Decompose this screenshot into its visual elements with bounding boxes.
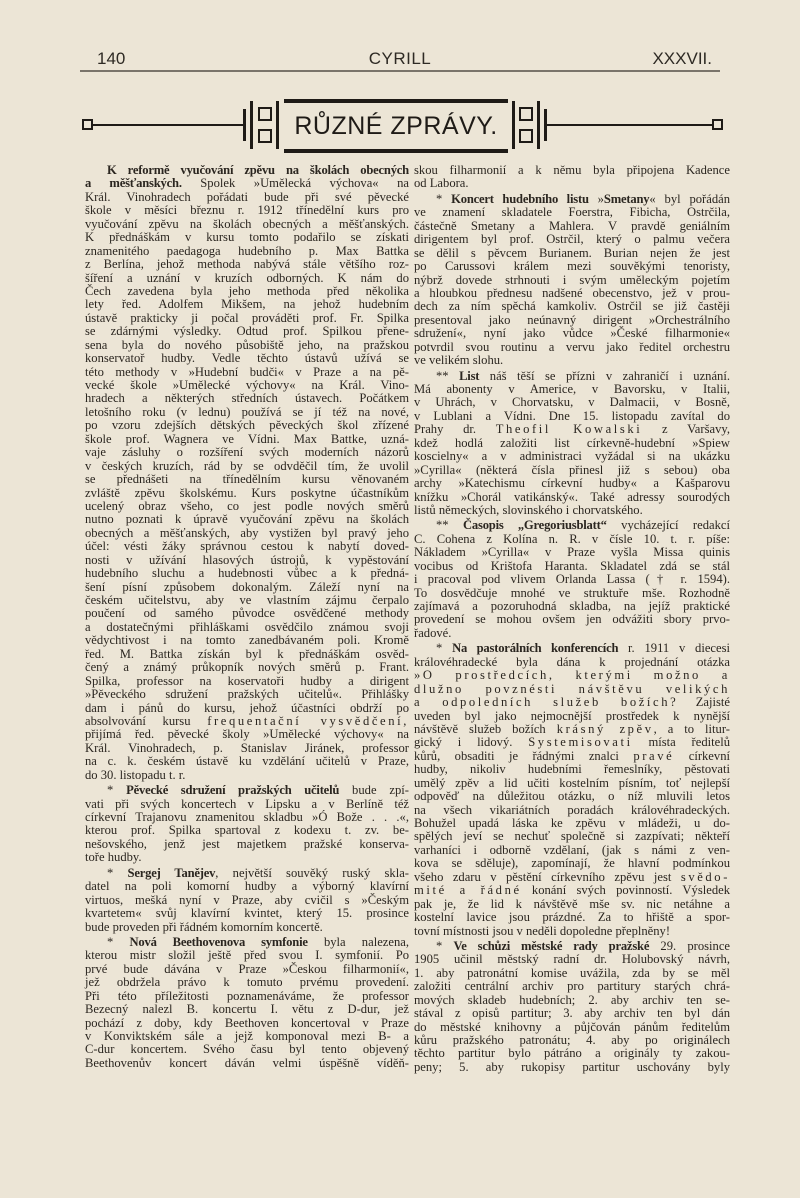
text-line: kůru pražského patronátu; 4. aby po originálech (414, 1033, 730, 1047)
text-line (414, 723, 730, 736)
text-line (414, 884, 730, 897)
text-line: skou filharmonií a k němu byla připojena Kadence (414, 163, 730, 177)
text-line: hradech a některých středních ústavech. Počátkem (85, 391, 409, 406)
text-line (414, 519, 730, 532)
text-line (414, 683, 730, 696)
text-line: Nákladem »Cyrilla« v Praze vyšla Missa quinis (414, 545, 730, 560)
running-title: CYRILL (368, 49, 432, 68)
text-line: řed. M. Battka získán byl k přednáškám osvěd- (85, 646, 409, 661)
text-line (414, 642, 730, 655)
text-line: pak je, že lid k návštěvě mše sv. nic netáhne a (414, 896, 730, 911)
text-line: vati při svých koncertech v Lipsku a v Berlíně též (85, 796, 409, 811)
left-column (85, 164, 409, 1072)
text-line: vědychtivost i na tomto zanedbávaném poli. Kromě (85, 633, 409, 648)
text-segment: * (436, 191, 452, 206)
text-line: Spilka, professor na koservatoři hudby a dirigent (85, 673, 409, 688)
news-headline: Sergej Tanějev (127, 865, 216, 880)
text-segment: vycházející redakcí (606, 518, 730, 533)
text-line: hudby, nikoliv hudebními řemeslníky, pěstovati (414, 762, 730, 777)
text-line: potvrdil svou routinu a vervu jako ředitel orchestru (414, 339, 730, 354)
text-line: Král. Vinohradech, p. Stanislav Jiránek, professor (85, 740, 409, 755)
text-line: prvé bude dávána v Praze »Českou filharmonií«, (85, 961, 409, 976)
text-segment: náš těší se přízni v zahraničí i uznání. (479, 368, 730, 383)
news-headline: Na pastorálních konferencích (452, 641, 619, 656)
text-line: po Carussovi králem mezi souvěkými tenoristy, (414, 259, 730, 274)
header-rule (80, 70, 720, 72)
text-line: znamenitého paedagoga hudebního p. Max Battka (85, 243, 409, 258)
emphasized-text: »O prostředcích, kterými možno a (414, 668, 730, 683)
text-line: z Berlína, jehož methoda nabývá stále většího roz- (85, 257, 409, 272)
text-line: C. Cohena z Kolína n. R. v čísle 10. t. r. píše: (414, 531, 730, 546)
banner-ornament-left (243, 109, 246, 141)
section-banner (0, 95, 800, 155)
text-line: dech za ním spěchá kamkoliv. Ostrčil se již častěji (414, 299, 730, 314)
text-line: letošního roku (v lednu) používá se jí též na nové, (85, 404, 409, 419)
text-line: Beethovenův koncert dáván velmi úspěšně víděň- (85, 1055, 409, 1070)
text-line: tovní místnosti jsou v neděli dopoledne přeplněny! (414, 923, 671, 938)
text-line: provedení se mohou ovšem jen odvážiti sbory prvo- (414, 612, 730, 627)
emphasized-text: dlužno povznésti návštěvu velikých (414, 681, 730, 696)
emphasized-text: Theofil Kowalski (495, 422, 643, 437)
text-line: do městské knihovny a půjčován pánům ředitelům (414, 1019, 730, 1034)
text-line: a hloubkou přednesu nadšené obecenstvo, jež v prou- (414, 285, 730, 300)
text-line: ve velikém slohu. (414, 353, 504, 368)
news-paragraph (414, 519, 730, 640)
emphasized-text: pravé (633, 748, 675, 763)
text-line: na c. k. českém ústavě ku vzdělání učitelů v Praze, (85, 754, 409, 769)
emphasized-text: krásný zpěv (556, 721, 654, 736)
text-line: vecké škole »Umělecké výchovy« na Král. Vino- (85, 378, 409, 392)
text-line: kdež hodlá založiti list církevně-hudební »Spiew (414, 435, 730, 450)
news-paragraph (414, 164, 730, 191)
text-segment: kůrů, obsaditi je řádnými znalci (414, 748, 634, 763)
text-line: kostelní lavice jsou prázdné. Za to hřiště a spor- (414, 910, 730, 925)
text-segment: církevní (674, 748, 730, 763)
text-segment: * (107, 934, 130, 949)
text-segment: Prahy dr. (414, 422, 496, 437)
text-line: se dělil s pěvcem Burianem. Burian nejen že jest (414, 245, 730, 260)
text-line (85, 936, 409, 949)
text-segment: » (588, 191, 604, 206)
text-line: bude proveden při řádném komorním koncertě. (85, 919, 323, 934)
news-paragraph (85, 867, 409, 934)
text-line (414, 370, 730, 383)
text-line: »Pěveckého sdružení pražských učitelů«. Přihlášky (85, 687, 409, 702)
text-line (414, 423, 730, 436)
text-line: přijímá řed. pěvecké školy »Umělecké výchovy« na (85, 727, 409, 742)
news-headline: Časopis „Gregoriusblatt“ (463, 518, 607, 533)
banner-line-left (93, 124, 243, 126)
banner-ornament-left (276, 101, 279, 149)
text-segment: z Varšavy, (642, 422, 731, 437)
text-line: lety řed. Adolfem Mikšem, na jehož hudebním (85, 297, 409, 312)
text-line: v českých kruzích, rád by se odvděčil tím, že uvolil (85, 458, 409, 473)
text-line: šení písní způsobem dokonalým. Záleží nyní na (85, 579, 409, 594)
text-segment: * (436, 938, 454, 953)
text-line: virtuos, mešká nyní v Praze, aby cvičil s »Českým (85, 892, 409, 907)
news-paragraph (85, 936, 409, 1070)
text-line: ústavě prakticky ji počal prováděti prof. Fr. Spilka (85, 310, 409, 325)
text-line: od Labora. (414, 176, 469, 191)
news-paragraph (414, 642, 730, 938)
page-number: 140 (97, 49, 126, 68)
text-line: »Cyrilla« (některá čísla přinesl již s sebou) oba (414, 462, 730, 477)
section-title: RŮZNÉ ZPRÁVY. (284, 99, 508, 153)
emphasized-text: Systemisovati (528, 735, 633, 750)
text-line: ucelený obraz všeho, co jest podle nových směrů (85, 498, 409, 513)
news-paragraph (414, 193, 730, 368)
text-line: listů německých, slovinského i chorvatského. (414, 502, 643, 517)
text-line: čený a známý průkopník nových směrů p. Frant. (85, 660, 409, 675)
text-line: stával z opisů partitur; 3. aby archiv ten byl dán (414, 1006, 730, 1021)
text-line: vaje zásluhy o rozšíření svých moderních názorů (85, 445, 409, 460)
text-line (414, 736, 730, 749)
text-line: archy »Katechismu církevní hudby« a Kašparovu (414, 476, 730, 491)
news-headline: Smetany (603, 191, 650, 206)
text-line: Při této příležitosti poznamenáváme, že professor (85, 988, 409, 1003)
text-line: částečně Smetany a Mahlera. V pravdě geniálním (414, 218, 730, 233)
text-line: peny; 5. aby rukopisy partitur uschovány byly (414, 1059, 730, 1074)
news-paragraph (414, 940, 730, 1074)
text-line: dirigentem byl prof. Ostrčil, který o palmu večera (414, 232, 730, 247)
text-segment: , největší souvěký ruský skla- (215, 865, 409, 880)
text-line: toře hudby. (85, 850, 142, 865)
text-line: obecných a měšťanských, aby vystižen byl pravý jeho (85, 525, 409, 540)
text-line (85, 784, 409, 797)
text-line: v Konviktském sále a jejž komponoval mezi B- a (85, 1029, 409, 1043)
text-line: českém učitelstvu, aby ve vlastním zájmu čerpalo (85, 593, 409, 607)
text-line: jež obdržela právo k tomuto prvému provedení. (85, 975, 409, 990)
text-line: Král. Vinohradech pořádati bude při své pěvecké (85, 189, 409, 204)
text-line: dam i pánů do kursu, jehož účastníci obdrží po (85, 700, 409, 715)
text-line (414, 193, 730, 206)
text-line: v Lublani a Vídni. Dne 15. listopadu zavítal do (414, 408, 730, 423)
text-line: škole prof. Wagnera ve Vídni. Max Battke, uzná- (85, 431, 409, 446)
text-line: nešovského, jenž jest majetkem pražské konserva- (85, 836, 409, 851)
news-headline: K reformě vyučování zpěvu na školách obecných (107, 163, 409, 177)
text-line: založiti centrální archiv pro partitury starých chrá- (414, 979, 730, 994)
text-segment: všeho zdaru v pěstění církevního zpěvu jest (414, 869, 681, 884)
text-line: v Uhrách, v Chorvatsku, v Dalmacii, v Bosně, (414, 395, 730, 410)
text-line (414, 750, 730, 763)
text-line: odpověď na důležitou otázku, o níž mluvili letos (414, 789, 730, 804)
text-line (414, 871, 730, 884)
text-line: zvláště zpěvu školskému. Kurs poskytne účastníkům (85, 485, 409, 500)
text-line: zajímavá a pozoruhodná skladba, na jejíž praktické (414, 599, 730, 613)
text-line (85, 867, 409, 880)
banner-ornament-right (537, 101, 540, 149)
text-line: škole v měsíci březnu r. 1912 třínedělní kurs pro (85, 203, 409, 218)
text-segment: * (107, 783, 127, 798)
news-paragraph (85, 784, 409, 865)
news-headline: Ve schůzi městské rady pražské (453, 938, 650, 953)
news-headline: Pěvecké sdružení pražských učitelů (126, 783, 340, 798)
text-line: Čech zavedena byla jeho methoda před několika (85, 283, 409, 298)
text-line: datel na poli komorní hudby a výborný klavírní (85, 879, 409, 894)
text-line: knížku »Chorál vatikánský«. Také adressy sourodých (414, 489, 730, 504)
text-line: do 30. listopadu t. r. (85, 767, 186, 782)
banner-ornament-right (512, 101, 515, 149)
text-line: hudebního sluchu a hudebnosti vůbec a k předná- (85, 566, 409, 581)
text-line: 1905 učinil městský radní dr. Holubovský návrh, (414, 952, 730, 967)
volume-number: XXXVII. (652, 49, 712, 68)
text-line: koscielny« a v administraci vyžádal si na ukázku (414, 449, 730, 464)
text-line: řadové. (414, 625, 452, 640)
news-headline: a měšťanských. (85, 176, 182, 191)
text-line: i pracoval pod vlivem Orlanda Lassa († r. 1594). (414, 572, 730, 587)
banner-squares-right (519, 103, 533, 147)
text-line: této methody v »Hudební budči« v Praze a na pě- (85, 364, 409, 379)
text-line: uveden byl jako nejmocnější prostředek k nynější (414, 708, 730, 723)
text-line: nýbrž dovede strhnouti i svým uměleckým pojetím (414, 272, 730, 287)
text-line: církevní Trajanovu znamenitou skladbu »Ó Bože . . .«, (85, 810, 409, 824)
banner-ornament-left (250, 101, 253, 149)
text-line: vyučování zpěvu na školách obecných a měšťanských. (85, 216, 409, 231)
text-segment: 29. prosince (649, 938, 731, 953)
text-line: konservatoř hudby. Vedle těchto ústavů užívá se (85, 351, 409, 366)
banner-squares-left (258, 103, 272, 147)
text-segment: , a to litur- (653, 721, 730, 736)
news-headline: Nová Beethovenova symfonie (129, 934, 308, 949)
emphasized-text: frequentační vysvědčení, (207, 713, 409, 728)
text-segment: * (436, 641, 453, 656)
news-paragraph (85, 164, 409, 782)
text-line: účel: vésti žáky správnou cestou k nabytí doved- (85, 539, 409, 554)
text-segment: * (107, 865, 128, 880)
text-line (85, 164, 409, 177)
text-line: mových skladeb hudebních; 2. aby archiv ten se- (414, 992, 730, 1007)
news-headline: List (459, 368, 480, 383)
text-line: nutno poznati k úpravě vyučování zpěvu na školách (85, 512, 409, 527)
text-line: a dostatečnými přihláškami osvědčilo známou svoji (85, 619, 409, 634)
text-line: poučení od samého původce osvědčené methody (85, 606, 409, 621)
text-line: kvartetem« svůj klavírní kvintet, který 15. prosince (85, 906, 409, 921)
text-segment: ** (436, 518, 464, 533)
text-line: pochází z doby, kdy Beethoven koncertoval v Praze (85, 1015, 409, 1030)
text-line: se přednášeti na třínedělním kursu věnovaném (85, 472, 409, 487)
text-line (414, 696, 730, 709)
text-segment: r. 1911 v diecesi (618, 641, 730, 656)
text-line: nosti v užívání hlasových ústrojů, k vypěstování (85, 552, 409, 567)
text-line: kterou mistr složil ještě před svou I. symfonií. Po (85, 948, 409, 963)
text-line: kterou prof. Spilka spartoval z kodexu t. zv. be- (85, 823, 409, 838)
text-line: sdružení«, nyní jako vůdce »České filharmonie« (414, 326, 730, 341)
emphasized-text: a odpoledních služeb božích? (414, 695, 679, 710)
emphasized-text: mité a řádné (414, 883, 522, 898)
text-segment: absolvování kursu (85, 713, 208, 728)
text-segment: konání svých povinností. Výsledek (521, 883, 730, 898)
text-line (85, 715, 409, 728)
text-segment: místa ředitelů (632, 735, 731, 750)
text-line: ve znamení skladatele Foerstra, Fibicha, Ostrčila, (414, 205, 730, 220)
text-line: šíření a uznání v kruzích odborných. K nám do (85, 270, 409, 285)
text-line: těchto partitur bylo pátráno a originály ty zakou- (414, 1046, 730, 1061)
text-line (85, 177, 409, 190)
news-headline: Koncert hudebního listu (451, 191, 589, 206)
text-line: spělých jeví se nechuť společně si zazpívati; někteří (414, 829, 730, 844)
text-line: varhaníci i odborně vzdělaní, (jak s námi z ven- (414, 842, 730, 857)
banner-line-right (547, 124, 712, 126)
text-line: umělý zpěv a lid učiti kostelním písním, toť nejlepší (414, 775, 730, 790)
right-column (414, 164, 730, 1076)
emphasized-text: svědo- (680, 869, 730, 884)
text-line: Bezecný nalezl B. koncertu I. větu z D-dur, jež (85, 1002, 409, 1017)
text-line: sena byla do nového působiště jeho, na pražskou (85, 337, 409, 352)
text-segment: « byl pořádán (649, 191, 731, 206)
text-segment: Zajisté (678, 695, 730, 710)
text-line: Bohužel upadá láska ke zpěvu v mládeži, u do- (414, 816, 730, 830)
text-line: se zdárnými výsledky. Odtud prof. Spilkou přene- (85, 324, 409, 339)
text-line: C-dur koncertem. Svého času byl tento objevený (85, 1042, 409, 1057)
news-paragraph (414, 370, 730, 518)
text-line: kova se sděluje), zapomínají, že hlavní podmínkou (414, 856, 730, 871)
text-line (414, 940, 730, 953)
text-segment: gický i lidový. (414, 735, 529, 750)
text-segment: byla nalezena, (307, 934, 409, 949)
text-segment: bude zpí- (339, 783, 409, 798)
banner-end-square-right (712, 119, 723, 130)
text-line: K přednáškám v kursu tomto podařilo se získati (85, 230, 409, 245)
text-segment: ** (436, 368, 460, 383)
text-segment: návštěvě služeb božích (414, 721, 557, 736)
text-line: 1. aby patronátní komise uvážila, zda by se měl (414, 965, 730, 980)
text-line: po vzoru zdejších dětských pěveckých škol zřízené (85, 418, 409, 433)
text-line (414, 669, 730, 682)
text-segment: Spolek »Umělecká výchova« na (181, 176, 409, 191)
text-line: To dosvědčuje mnohé ve struktuře mše. Rozhodně (414, 585, 730, 600)
text-line: královéhradecké byla dána k projednání otázka (414, 654, 730, 669)
text-line: vocibus od Krištofa Haranta. Skladatel zdá se stál (414, 558, 730, 573)
text-line: presentoval jako neúnavný dirigent »Orchestrálního (414, 312, 730, 327)
text-line: Má abonenty v Americe, v Bavorsku, v Italii, (414, 382, 730, 396)
banner-end-square-left (82, 119, 93, 130)
text-line: na všech vikariátních poradách královéhradeckých. (414, 802, 730, 817)
